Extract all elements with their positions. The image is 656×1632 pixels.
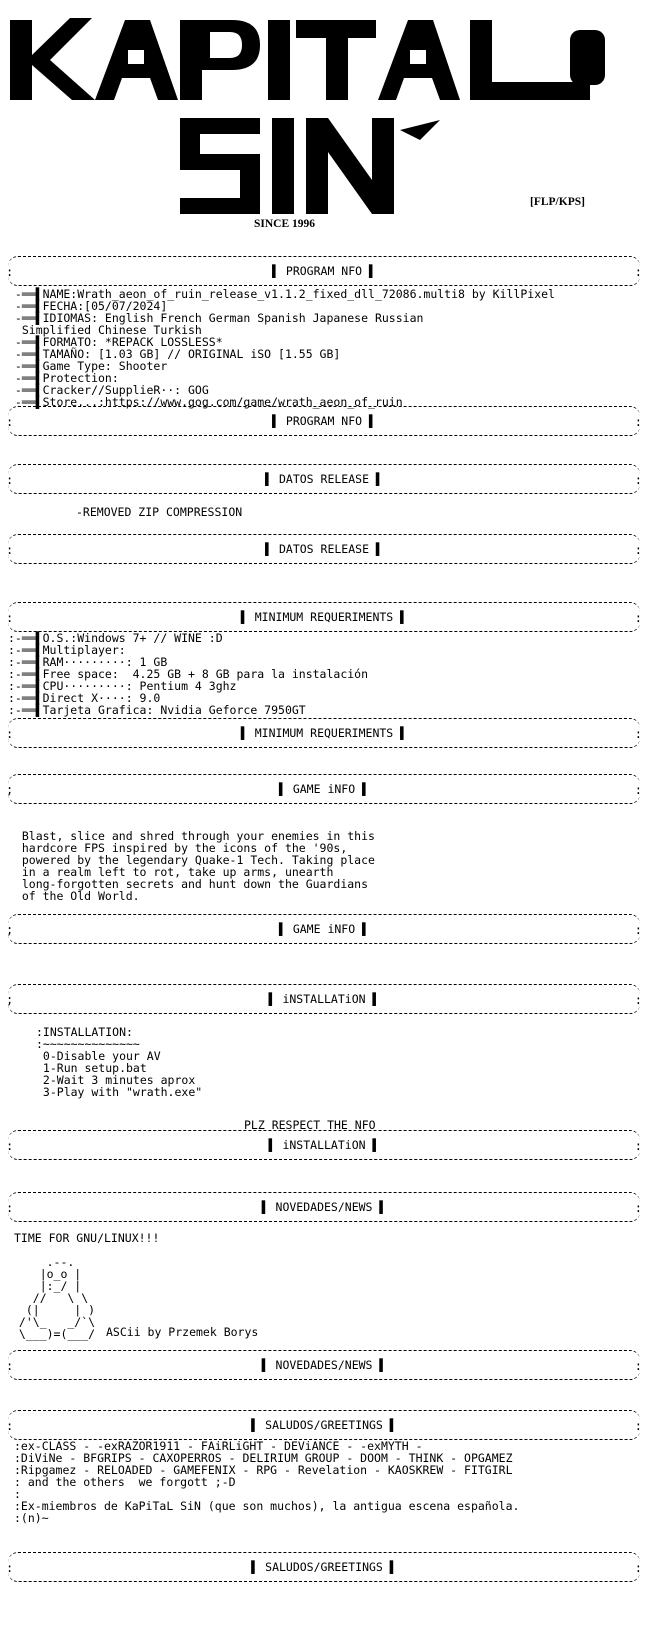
datos-release-header: : : ▌ DATOS RELEASE ▌ (8, 464, 640, 494)
ascii-credit: ASCii by Przemek Borys (106, 1325, 259, 1339)
min-req-header: : : ▌ MINIMUM REQUERIMENTS ▌ (8, 602, 640, 632)
respect-nfo-label: PLZ RESPECT THE NFO (244, 1118, 376, 1132)
installation-header: ; : ▌ iNSTALLATiON ▌ (8, 984, 640, 1014)
installation-title: ▌ iNSTALLATiON ▌ (268, 992, 380, 1006)
greetings-title: ▌ SALUDOS/GREETINGS ▌ (251, 1418, 397, 1432)
installation-footer: : : ▌ iNSTALLATiON ▌ (8, 1130, 640, 1160)
program-nfo-header: : : ▌ PROGRAM NFO ▌ (8, 256, 640, 286)
program-nfo-title: ▌ PROGRAM NFO ▌ (272, 264, 376, 278)
news-footer: : : ▌ NOVEDADES/NEWS ▌ (8, 1350, 640, 1380)
group-tag: [FLP/KPS] (530, 196, 585, 208)
news-title: ▌ NOVEDADES/NEWS ▌ (261, 1200, 387, 1214)
program-nfo-footer: : : ▌ PROGRAM NFO ▌ (8, 406, 640, 436)
datos-release-line: -REMOVED ZIP COMPRESSION (76, 505, 243, 519)
min-req-body: :-══▌O.S.:Windows 7+ // WINE :D :-══▌Multiplayer: :-══▌RAM·········: 1 GB :-══▌Free space: 4.25 GB + 8 GB para la instalación :-══▌CPU·········: Pentium 4 3ghz :-══▌Direct X····: 9.0 :-══▌Tarjeta Grafica: Nvidia Geforce 7950GT (8, 631, 369, 717)
installation-body: :INSTALLATION: :~~~~~~~~~~~~~~ 0-Disable your AV 1-Run setup.bat 2-Wait 3 minutes aprox 3-Play with "wrath.exe" (36, 1025, 203, 1099)
min-req-footer: : : ▌ MINIMUM REQUERIMENTS ▌ (8, 718, 640, 748)
greetings-body: :ex-CLASS - -exRAZOR1911 - FAiRLiGHT - DEViANCE - -exMYTH - :DiViNe - BFGRIPS - CAXOPERROS - DELIRIUM GROUP - DOOM - THINK - OPGAMEZ :Ripgamez - RELOADED - GAMEFENIX - RPG - Revelation - KAOSKREW - FITGIRL : and the others we forgott ;-D : :Ex-miembros de KaPiTaL SiN (que son muchos), la antigua escena española. :(n)~ (14, 1439, 520, 1525)
game-info-header: ; : ▌ GAME iNFO ▌ (8, 774, 640, 804)
news-header: : : ▌ NOVEDADES/NEWS ▌ (8, 1192, 640, 1222)
greetings-header: : : ▌ SALUDOS/GREETINGS ▌ (8, 1410, 640, 1440)
game-info-footer: ; : ▌ GAME iNFO ▌ (8, 914, 640, 944)
game-info-body: Blast, slice and shred through your enemies in this hardcore FPS inspired by the icons of the '90s, powered by the legendary Quake-1 Tech. Taking place in a realm left to rot, take up arms, unearth long-forgotten secrets and hunt down the Guardians of the Old World. (8, 829, 375, 903)
tux-ascii-art: .--. |o_o | |:_/ | // \ \ (| | ) /'\_ _/`\ \___)=(___/ (12, 1255, 96, 1341)
datos-release-footer: : : ▌ DATOS RELEASE ▌ (8, 534, 640, 564)
news-line: TIME FOR GNU/LINUX!!! (14, 1231, 160, 1245)
since-label: SINCE 1996 (254, 218, 316, 230)
program-nfo-body: -══▌NAME:Wrath_aeon_of_ruin_release_v1.1.2_fixed_dll_72086.multi8 by KillPixel -══▌FECHA:[05/07/2024] -══▌IDIOMAS: English French German Spanish Japanese Russian Simplified Chinese Turkish -══▌FORMATO: *REPACK LOSSLESS* -══▌TAMAÑO: [1.03 GB] // ORIGINAL iSO [1.55 GB] -══▌Game Type: Shooter -══▌Protection: -══▌Cracker//SupplieR··: GOG -══▌Store...:https://www.gog.com/game/wrath_aeon_of_ruin (8, 287, 555, 409)
min-req-title: ▌ MINIMUM REQUERIMENTS ▌ (240, 610, 408, 624)
game-info-title: ▌ GAME iNFO ▌ (278, 782, 369, 796)
datos-release-title: ▌ DATOS RELEASE ▌ (265, 472, 383, 486)
greetings-footer: : : ▌ SALUDOS/GREETINGS ▌ (8, 1552, 640, 1582)
